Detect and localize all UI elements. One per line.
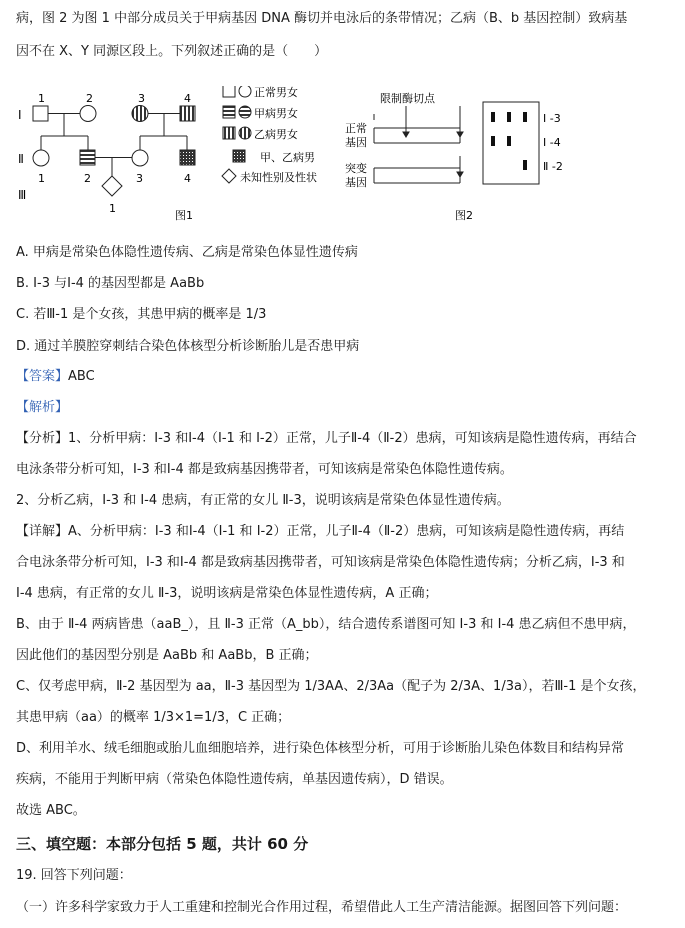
person-num: 1 [38,172,45,185]
person-num: 4 [184,172,191,185]
gel-band [507,136,511,146]
person-num: 1 [109,202,116,215]
pedigree-figure [12,86,352,228]
legend-b-male [223,127,235,139]
gel-band [491,136,495,146]
intro-line-2: 因不在 X、Y 同源区段上。下列叙述正确的是（ ） [16,44,328,59]
gel-band [523,112,527,122]
person-num: 2 [86,92,93,105]
legend-label: 正常男女 [254,86,298,99]
analysis-p1b: 电泳条带分析可知，I-3 和I-4 都是致病基因携带者，可知该病是常染色体隐性遗传病。 [16,462,513,477]
individual-I-1 [33,106,48,121]
legend-b-female [239,127,251,139]
legend-label: 未知性别及性状 [240,171,317,184]
detail-p3c: I-4 患病，有正常的女儿 Ⅱ-3，说明该病是常染色体显性遗传病，A 正确； [16,586,438,601]
legend-label: 甲病男女 [254,107,298,120]
analysis-tag: 【解析】 [16,400,69,415]
legend-unknown [222,169,236,183]
individual-I-3 [132,106,148,122]
gel-band [523,160,527,170]
option-c: C. 若Ⅲ-1 是个女孩，其患甲病的概率是 1/3 [16,307,267,322]
individual-I-2 [80,106,96,122]
person-num: 3 [136,172,143,185]
detail-p6a: D、利用羊水、绒毛细胞或胎儿血细胞培养，进行染色体核型分析，可用于诊断胎儿染色体数目和结构异常 [16,741,625,756]
lane-label: I -3 [543,112,561,125]
detail-p6b: 疾病，不能用于判断甲病（常染色体隐性遗传病，单基因遗传病），D 错误。 [16,772,453,787]
answer-value: ABC [68,369,95,384]
individual-II-3 [132,150,148,166]
question-19-part1: （一）许多科学家致力于人工重建和控制光合作用过程，希望借此人工生产清洁能源。据图回答下列问题： [16,900,628,915]
individual-I-4 [180,106,195,121]
option-d: D. 通过羊膜腔穿刺结合染色体核型分析诊断胎儿是否患甲病 [16,339,360,354]
fenxi-tag: 【分析】 [16,431,69,446]
answer-line [16,367,95,387]
gen-label-2: Ⅱ [18,152,24,166]
analysis-text: 1、分析甲病：I-3 和I-4（I-1 和 I-2）正常，儿子Ⅱ-4（Ⅱ-2）患病，可知该病是隐性遗传病，再结合 [68,431,637,446]
gel-band [491,112,495,122]
legend-normal-male [223,86,235,97]
person-num: 1 [38,92,45,105]
individual-II-1 [33,150,49,166]
gen-label-3: Ⅲ [18,188,27,202]
xiangjie-tag: 【详解】 [16,524,69,539]
mutant-gene-label: 突变 [345,162,367,175]
individual-II-4 [180,150,195,165]
gen-label-1: Ⅰ [18,108,22,122]
intro-line-1: 病，图 2 为图 1 中部分成员关于甲病基因 DNA 酶切并电泳后的条带情况；乙病（B、b 基因控制）致病基 [16,11,628,26]
legend-a-male [223,106,235,118]
legend-label: 甲、乙病男 [260,151,315,164]
figure1-caption: 图1 [175,209,193,222]
detail-p4b: 因此他们的基因型分别是 AaBb 和 AaBb，B 正确； [16,648,318,663]
answer-tag: 【答案】 [16,369,69,384]
analysis-p1a [16,429,637,449]
normal-gene-label: 正常 [345,122,367,135]
detail-text: A、分析甲病：I-3 和I-4（I-1 和 I-2）正常，儿子Ⅱ-4（Ⅱ-2）患病，可知该病是隐性遗传病，再结 [68,524,625,539]
legend-label: 乙病男女 [254,128,298,141]
detail-p3b: 合电泳条带分析可知，I-3 和I-4 都是致病基因携带者，可知该病是常染色体隐性遗传病；分析乙病，I-3 和 [16,555,625,570]
enzyme-label: 限制酶切点 [380,92,435,105]
legend-normal-female [239,86,251,97]
individual-III-1 [102,176,122,196]
detail-p4a: B、由于 Ⅱ-4 两病皆患（aaB_），且 Ⅱ-3 正常（A_bb），结合遗传系谱图可知 I-3 和 I-4 患乙病但不患甲病， [16,617,636,632]
gel-band [507,112,511,122]
normal-gene-label: 基因 [345,136,367,149]
lane-label: Ⅱ -2 [543,160,563,173]
detail-p5a: C、仅考虑甲病，Ⅱ-2 基因型为 aa，Ⅱ-3 基因型为 1/3AA、2/3Aa（配子为 2/3A、1/3a），若Ⅲ-1 是个女孩， [16,679,646,694]
person-num: 3 [138,92,145,105]
person-num: 2 [84,172,91,185]
mutant-gene-label: 基因 [345,176,367,189]
individual-II-2 [80,150,95,165]
legend-a-female [239,106,251,118]
question-19: 19. 回答下列问题： [16,868,132,883]
person-num: 4 [184,92,191,105]
electrophoresis-figure [340,90,580,228]
option-b: B. I-3 与I-4 的基因型都是 AaBb [16,276,205,291]
lane-label: I -4 [543,136,561,149]
detail-p5b: 其患甲病（aa）的概率 1/3×1=1/3，C 正确； [16,710,291,725]
analysis-p2: 2、分析乙病，I-3 和 I-4 患病，有正常的女儿 Ⅱ-3，说明该病是常染色体显性遗传病。 [16,493,510,508]
legend-ab-male [233,150,245,162]
option-a: A. 甲病是常染色体隐性遗传病、乙病是常染色体显性遗传病 [16,245,358,260]
detail-p3a [16,522,624,542]
detail-p7: 故选 ABC。 [16,803,86,818]
section-heading: 三、填空题：本部分包括 5 题，共计 60 分 [16,835,309,853]
figure2-caption: 图2 [455,209,473,222]
